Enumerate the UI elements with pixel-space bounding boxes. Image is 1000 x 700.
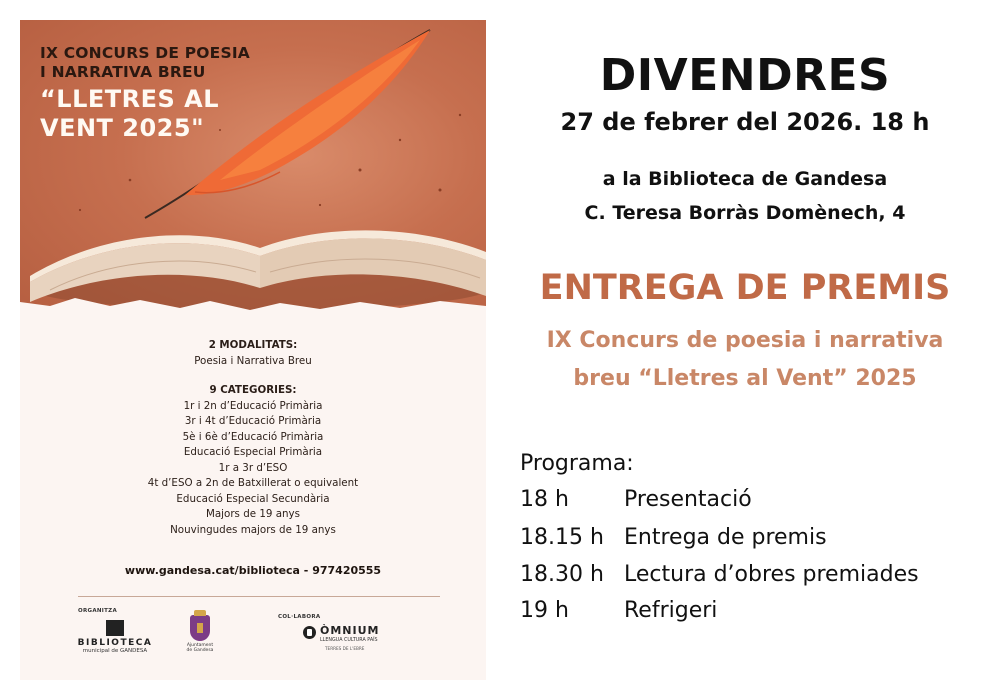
event-date: 27 de febrer del 2026. 18 h	[560, 108, 930, 136]
contest-name-line: IX Concurs de poesia i narrativa	[546, 328, 944, 353]
program-activity: Lectura d’obres premiades	[624, 562, 919, 587]
program-time: 19 h	[520, 598, 569, 623]
category-item: Educació Especial Primària	[183, 446, 323, 458]
contest-poster	[20, 20, 486, 680]
omnium-name: ÒMNIUM	[320, 624, 380, 637]
library-logo	[75, 620, 155, 654]
collabora-label: COL·LABORA	[278, 614, 321, 620]
modalities-value: Poesia i Narrativa Breu	[194, 354, 312, 367]
modalities-label: 2 MODALITATS:	[208, 339, 298, 351]
event-day: DIVENDRES	[599, 50, 891, 101]
category-item: Educació Especial Secundària	[176, 492, 330, 505]
omnium-icon	[303, 626, 316, 639]
town-council-line: de Gandesa	[186, 648, 214, 653]
category-item: 1r i 2n d’Educació Primària	[183, 399, 323, 412]
category-item: 4t d’ESO a 2n de Batxillerat o equivalent	[147, 477, 359, 489]
category-item: 3r i 4t d’Educació Primària	[184, 415, 322, 427]
program-time: 18.30 h	[520, 562, 604, 587]
category-item: 1r a 3r d’ESO	[218, 461, 288, 474]
poster-details	[20, 338, 486, 538]
omnium-sub2: TERRES DE L'EBRE	[325, 646, 365, 651]
town-council-line: Ajuntament	[186, 643, 214, 648]
event-venue: a la Biblioteca de Gandesa	[602, 168, 888, 190]
category-item: Nouvingudes majors de 19 anys	[170, 523, 336, 536]
program-heading: Programa:	[520, 451, 634, 476]
omnium-sub: LLENGUA CULTURA PAÍS	[320, 638, 378, 643]
organitza-label: ORGANITZA	[78, 608, 118, 614]
program-activity: Entrega de premis	[624, 525, 827, 550]
poster-title-line: IX CONCURS DE POESIA	[40, 44, 250, 62]
contest-name-line: breu “Lletres al Vent” 2025	[573, 366, 917, 391]
categories-label: 9 CATEGORIES:	[209, 384, 297, 396]
town-council-logo	[186, 615, 214, 663]
program-time: 18.15 h	[520, 525, 604, 550]
program-activity: Refrigeri	[624, 598, 718, 623]
poster-headline	[40, 85, 280, 143]
program-time: 18 h	[520, 487, 569, 512]
library-sub: municipal de GANDESA	[82, 648, 148, 654]
program-activity: Presentació	[624, 487, 752, 512]
poster-headline-line: VENT 2025"	[40, 114, 205, 142]
library-name: BIBLIOTECA	[77, 638, 153, 648]
poster-headline-line: “LLETRES AL	[40, 85, 220, 113]
category-item: Majors de 19 anys	[205, 508, 301, 520]
event-title: ENTREGA DE PREMIS	[539, 268, 951, 308]
poster-title-line: I NARRATIVA BREU	[40, 63, 206, 81]
poster-contact: www.gandesa.cat/biblioteca - 977420555	[124, 564, 382, 577]
library-icon	[106, 620, 124, 636]
coat-of-arms-icon	[190, 615, 210, 641]
event-address: C. Teresa Borràs Domènech, 4	[584, 202, 906, 224]
poster-title	[40, 44, 340, 82]
category-item: 5è i 6è d’Educació Primària	[182, 430, 324, 443]
divider	[78, 596, 440, 597]
